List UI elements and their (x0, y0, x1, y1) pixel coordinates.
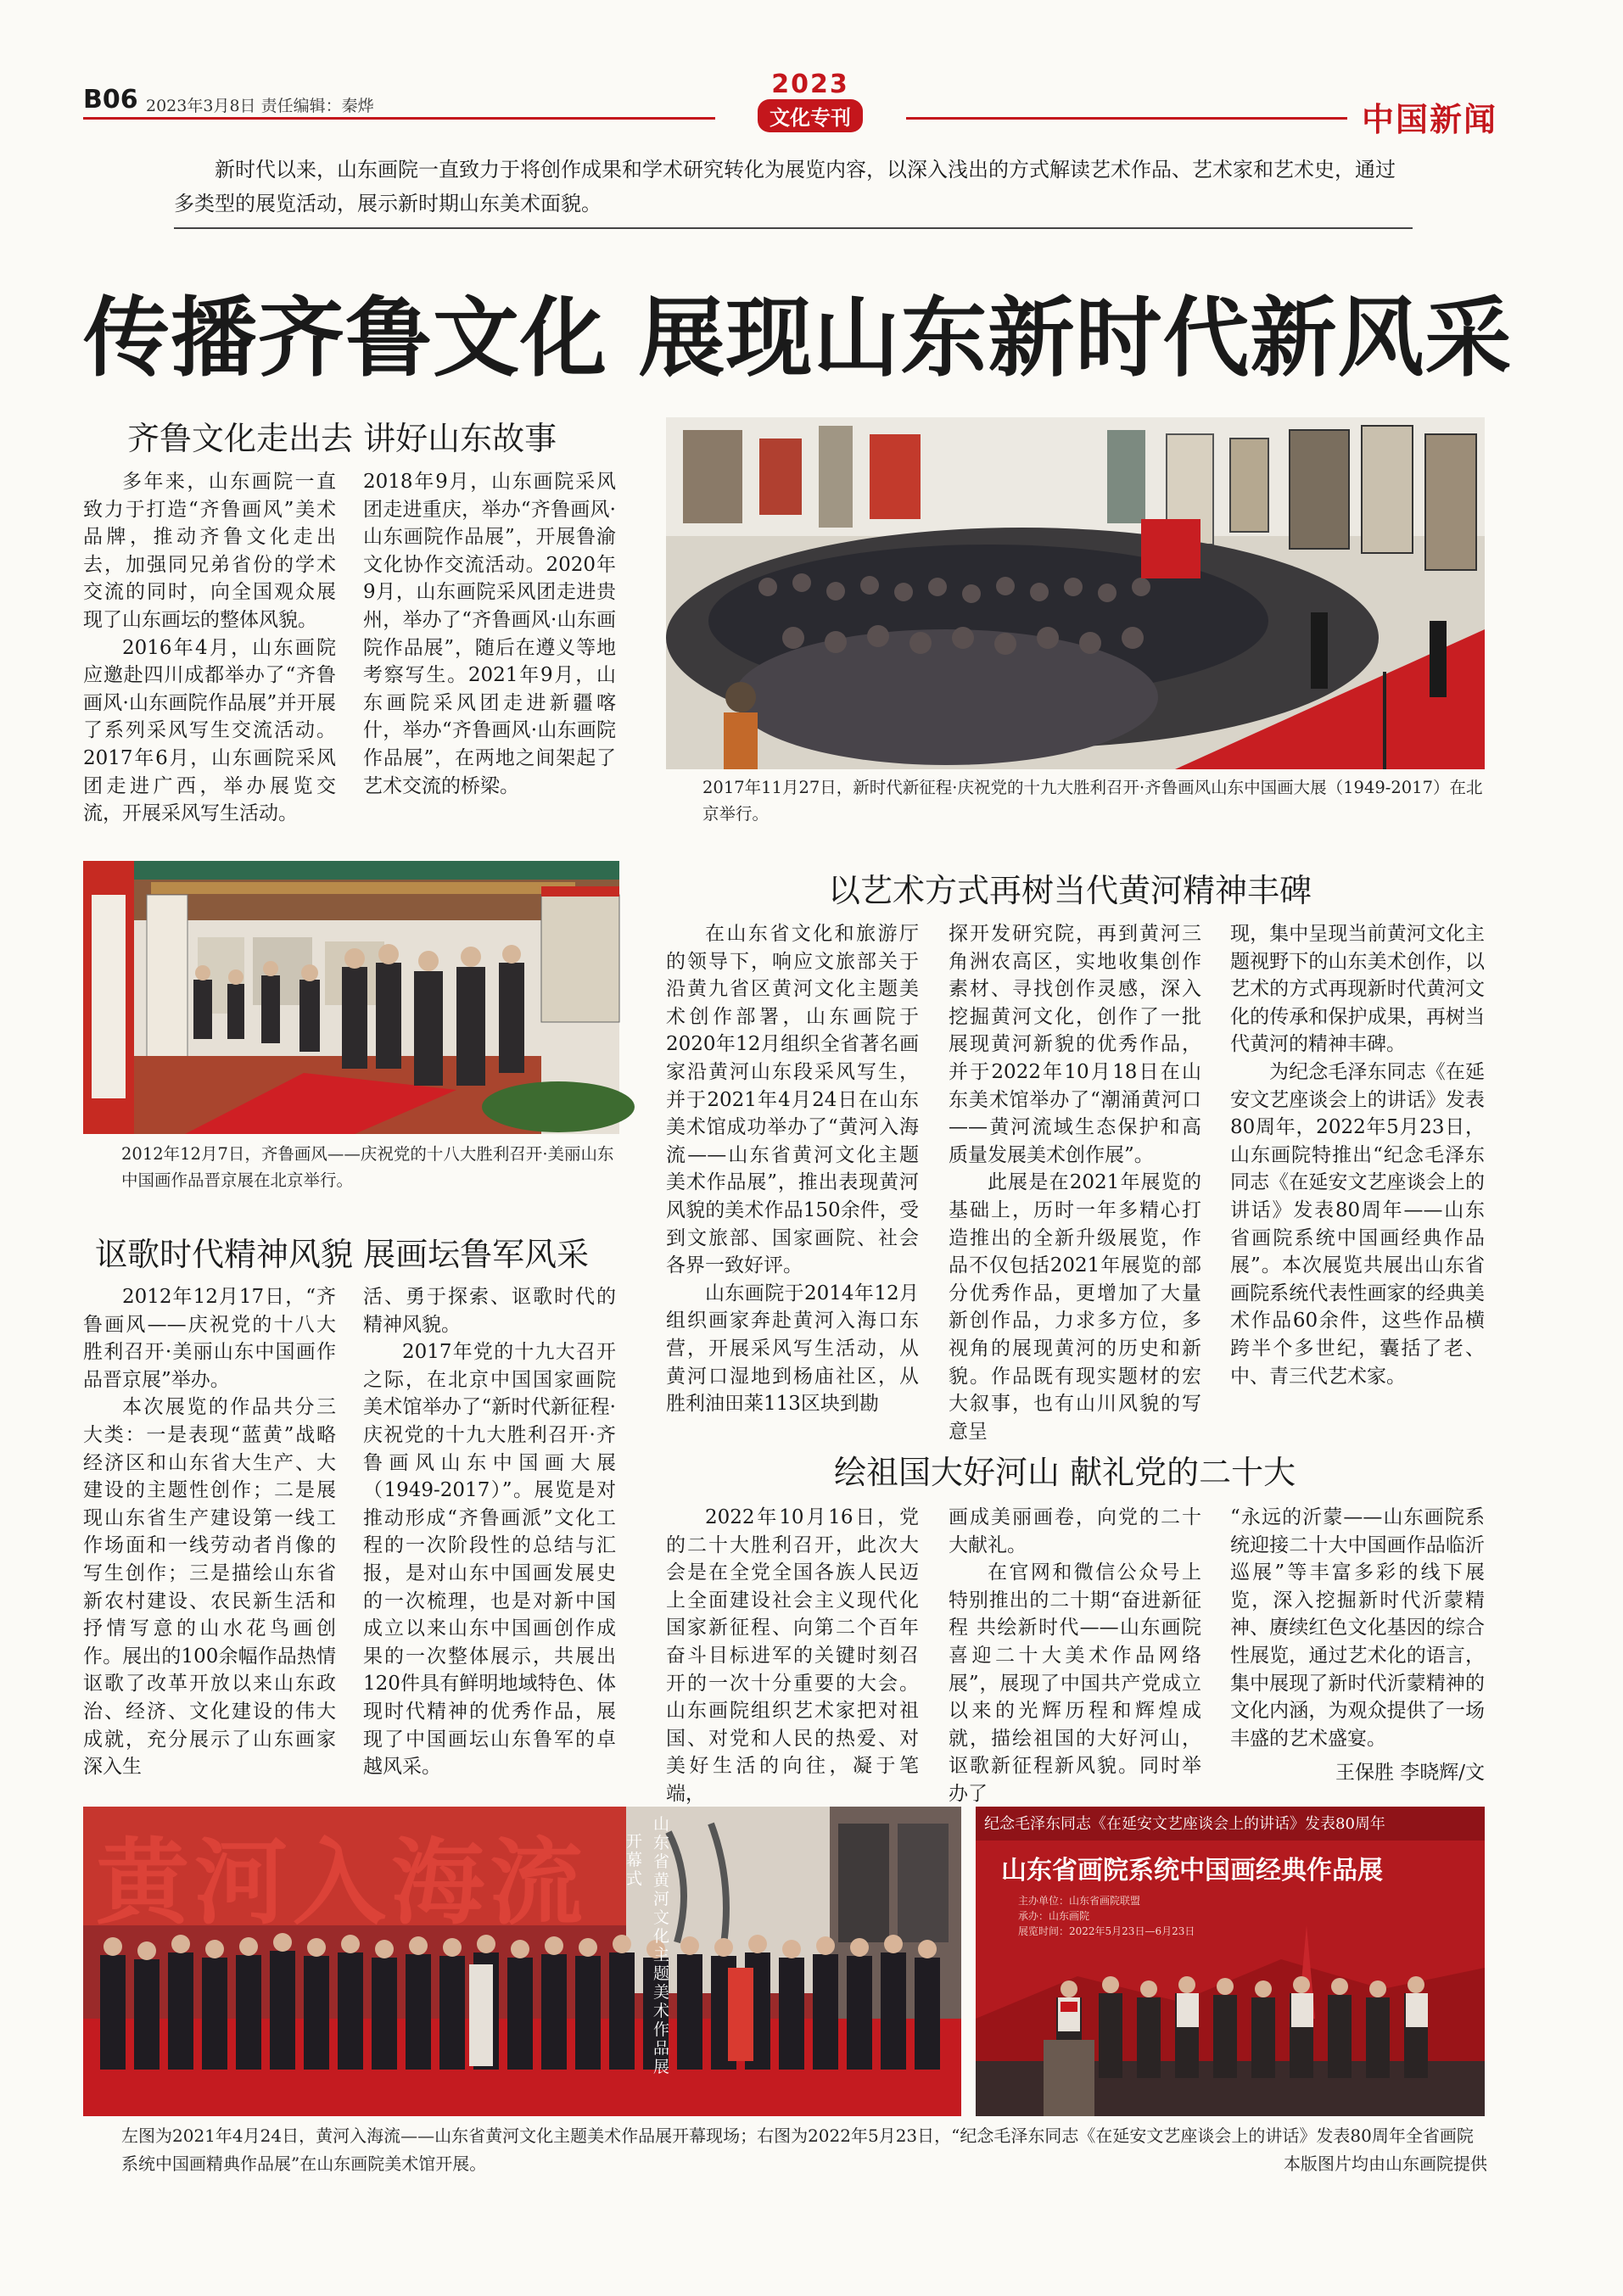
section3-column-3 (1230, 920, 1485, 1421)
header-rule-right (906, 117, 1347, 120)
photo-yellow-river-exhibition-opening (83, 1807, 961, 2116)
paragraph: 2016年4月，山东画院应邀赴四川成都举办了“齐鲁画风·山东画院作品展”并开展了系列采风写生交流活动。2017年6月，山东画院采风团走进广西，举办展览交流，开展采风写生活动。 (83, 636, 336, 825)
photo-painting-exhibition-opening (976, 1807, 1485, 2116)
photo-credit: 本版图片均由山东画院提供 (1284, 2154, 1487, 2174)
section4-column-3 (1230, 1504, 1485, 1758)
paragraph: 活、勇于探索、讴歌时代的精神风貌。 (363, 1286, 616, 1336)
photo4-banner-top: 纪念毛泽东同志《在延安文艺座谈会上的讲话》发表80周年 (984, 1815, 1385, 1833)
byline: 王保胜 李晓辉/文 (1335, 1762, 1485, 1784)
section3-column-1 (666, 920, 919, 1421)
photo3-vertical-title: 山东省黄河文化主题美术作品展 (653, 1815, 670, 2076)
page-date-editor: 2023年3月8日 责任编辑：秦烨 (146, 97, 374, 115)
paragraph: 2012年12月17日，“齐鲁画风——庆祝党的十八大胜利召开·美丽山东中国画作品晋京展”举办。 (83, 1286, 336, 1391)
paragraph: 此展是在2021年展览的基础上，历时一年多精心打造推出的全新升级展览，作品不仅包括2021年展览的部分优秀作品，更增加了大量新创作品，力求多方位，多视角的展现黄河的历史和新貌。作品既有现实题材的宏大叙事，也有山川风貌的写意呈 (949, 1171, 1201, 1443)
photo2-caption: 2012年12月7日，齐鲁画风——庆祝党的十八大胜利召开·美丽山东中国画作品晋京展在北京举行。 (121, 1144, 614, 1190)
section2-column-1 (83, 1283, 336, 1782)
paragraph: 2017年党的十九大召开之际，在北京中国国家画院美术馆举办了“新时代新征程·庆祝党的十九大胜利召开·齐鲁画风山东中国画大展（1949-2017）”。展览是对推动形成“齐鲁画派”文化工程的一次阶段性的总结与汇报，是对山东中国画发展史的一次梳理，也是对新中国成立以来山东中国画创作成果的一次整体展示，共展出120件具有鲜明地域特色、体现时代精神的优秀作品，展现了中国画坛山东鲁军的卓越风采。 (363, 1341, 616, 1779)
section1-column-2 (363, 468, 616, 829)
paragraph: 2018年9月，山东画院采风团走进重庆，举办“齐鲁画风·山东画院作品展”，开展鲁渝文化协作交流活动。2020年9月，山东画院采风团走进贵州，举办了“齐鲁画风·山东画院作品展”，随后在遵义等地考察写生。2021年9月，山东画院采风团走进新疆喀什，举办“齐鲁画风·山东画院作品展”，在两地之间架起了艺术交流的桥梁。 (363, 471, 616, 797)
photo4-sub1: 主办单位：山东省画院联盟 (1018, 1895, 1141, 1907)
section3-heading: 以艺术方式再树当代黄河精神丰碑 (828, 872, 1312, 909)
paragraph: 本次展览的作品共分三大类：一是表现“蓝黄”战略经济区和山东省大生产、大建设的主题性创作；二是展现山东省生产建设第一线工作场面和一线劳动者肖像的写生创作；三是描绘山东省新农村建设、农民新生活和抒情写意的山水花鸟画创作。展出的100余幅作品热情讴歌了改革开放以来山东政治、经济、文化建设的伟大成就，充分展示了山东画家深入生 (83, 1396, 336, 1779)
photo-exhibition-hall-visitors (83, 861, 619, 1134)
header-rule-left (83, 117, 715, 120)
bottom-photo-caption: 左图为2021年4月24日，黄河入海流——山东省黄河文化主题美术作品展开幕现场；右图为2022年5月23日，“纪念毛泽东同志《在延安文艺座谈会上的讲话》发表80周年全省画院系统中国画精典作品展”在山东画院美术馆开展。 (121, 2126, 1474, 2174)
paragraph: 山东画院于2014年12月组织画家奔赴黄河入海口东营，开展采风写生活动，从黄河口湿地到杨庙社区，从胜利油田莱113区块到勘 (666, 1282, 919, 1416)
photo1-caption: 2017年11月27日，新时代新征程·庆祝党的十九大胜利召开·齐鲁画风山东中国画大展（1949-2017）在北京举行。 (702, 778, 1483, 824)
section4-column-2 (949, 1504, 1201, 1805)
paragraph: 现，集中呈现当前黄河文化主题视野下的山东美术创作，以艺术的方式再现新时代黄河文化的传承和保护成果，再树当代黄河的精神丰碑。 (1230, 923, 1485, 1056)
paragraph: “永远的沂蒙——山东画院系统迎接二十大中国画作品临沂巡展”等丰富多彩的线下展览，深入挖掘新时代沂蒙精神、赓续红色文化基因的综合性展览，通过艺术化的语言，集中展现了新时代沂蒙精神的文化内涵，为观众提供了一场丰盛的艺术盛宴。 (1230, 1506, 1485, 1750)
section4-column-1 (666, 1504, 919, 1805)
intro-paragraph: 新时代以来，山东画院一直致力于将创作成果和学术研究转化为展览内容，以深入浅出的方式解读艺术作品、艺术家和艺术史，通过多类型的展览活动，展示新时期山东美术面貌。 (174, 158, 1396, 215)
page-number: B06 (83, 85, 138, 115)
section2-column-2 (363, 1283, 616, 1782)
paragraph: 2022年10月16日，党的二十大胜利召开，此次大会是在全党全国各族人民迈上全面建设社会主义现代化国家新征程、向第二个百年奋斗目标进军的关键时刻召开的一次十分重要的大会。山东画院组织艺术家把对祖国、对党和人民的热爱、对美好生活的向往，凝于笔端， (666, 1506, 919, 1805)
section1-column-1 (83, 468, 336, 829)
badge-year: 2023 (771, 70, 849, 99)
paragraph: 为纪念毛泽东同志《在延安文艺座谈会上的讲话》发表80周年，2022年5月23日，山东画院特推出“纪念毛泽东同志《在延安文艺座谈会上的讲话》发表80周年——山东省画院系统中国画经典作品展”。本次展览共展出山东省画院系统代表性画家的经典美术作品60余件，这些作品横跨半个多世纪，囊括了老、中、青三代艺术家。 (1230, 1060, 1485, 1388)
section1-heading: 齐鲁文化走出去 讲好山东故事 (127, 420, 557, 457)
paragraph: 探开发研究院，再到黄河三角洲农高区，实地收集创作素材、寻找创作灵感，深入挖掘黄河文化，创作了一批展现黄河新貌的优秀作品，并于2022年10月18日在山东美术馆举办了“潮涌黄河口——黄河流域生态保护和高质量发展美术创作展”。 (949, 923, 1201, 1166)
paragraph: 在山东省文化和旅游厅的领导下，响应文旅部关于沿黄九省区黄河文化主题美术创作部署，山东画院于2020年12月组织全省著名画家沿黄河山东段采风写生，并于2021年4月24日在山东美术馆成功举办了“黄河入海流——山东省黄河文化主题美术作品展”，推出表现黄河风貌的美术作品150余件，受到文旅部、国家画院、社会各界一致好评。 (666, 923, 919, 1277)
badge-label: 文化专刊 (758, 99, 863, 132)
page-title: 传播齐鲁文化 展现山东新时代新风采 (83, 288, 1513, 389)
paragraph: 在官网和微信公众号上特别推出的二十期“奋进新征程 共绘新时代——山东画院喜迎二十大美术作品网络展”，展现了中国共产党成立以来的光辉历程和辉煌成就，描绘祖国的大好河山，讴歌新征程新风貌。同时举办了 (949, 1561, 1201, 1805)
paragraph: 画成美丽画卷，向党的二十大献礼。 (949, 1506, 1201, 1556)
intro-rule (174, 227, 1413, 229)
section3-column-2 (949, 920, 1201, 1443)
newspaper-logo: 中国新闻 (1362, 100, 1498, 138)
photo4-sub2: 承办：山东画院 (1018, 1910, 1090, 1922)
photo3-opening-label: 开幕式 (626, 1832, 643, 1888)
paragraph: 多年来，山东画院一直致力于打造“齐鲁画风”美术品牌，推动齐鲁文化走出去，加强同兄弟省份的学术交流的同时，向全国观众展现了山东画坛的整体风貌。 (83, 471, 336, 631)
section4-heading: 绘祖国大好河山 献礼党的二十大 (834, 1454, 1296, 1491)
special-issue-badge (721, 70, 899, 137)
photo4-title: 山东省画院系统中国画经典作品展 (1001, 1856, 1383, 1885)
section2-heading: 讴歌时代精神风貌 展画坛鲁军风采 (95, 1236, 590, 1273)
photo4-sub3: 展览时间：2022年5月23日—6月23日 (1018, 1925, 1195, 1937)
photo-exhibition-opening-audience (666, 417, 1485, 769)
photo3-banner-text: 黄河入海流 (96, 1829, 588, 1937)
